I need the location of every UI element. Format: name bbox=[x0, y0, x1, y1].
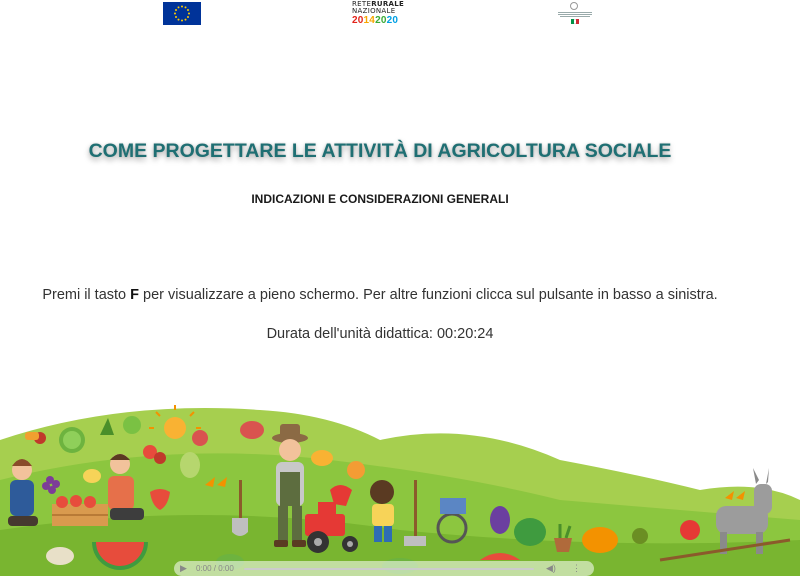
volume-icon[interactable]: ◀) bbox=[546, 563, 556, 573]
audio-player bbox=[174, 561, 594, 576]
page-subtitle: INDICAZIONI E CONSIDERAZIONI GENERALI bbox=[251, 192, 509, 206]
eu-flag-icon bbox=[163, 2, 201, 25]
italian-flag-icon bbox=[571, 19, 579, 24]
ministry-logo bbox=[557, 2, 593, 26]
rrn-line1: RETERURALE bbox=[352, 0, 405, 8]
fullscreen-key: F bbox=[130, 287, 140, 303]
audio-seek-bar[interactable] bbox=[244, 568, 534, 570]
farm-illustration bbox=[0, 380, 800, 576]
page-title: COME PROGETTARE LE ATTIVITÀ DI AGRICOLTURA SOCIALE bbox=[88, 140, 672, 162]
logos-header bbox=[0, 0, 800, 28]
audio-time: 0:00 / 0:00 bbox=[196, 564, 234, 573]
republic-emblem-icon bbox=[570, 2, 578, 10]
more-options-icon[interactable]: ⋮ bbox=[572, 563, 581, 573]
instructions-text: Premi il tasto F per visualizzare a pieno schermo. Per altre funzioni clicca sul pulsante in basso a sinistra. bbox=[42, 287, 718, 303]
duration-text: Durata dell'unità didattica: 00:20:24 bbox=[266, 326, 494, 342]
rrn-line2: NAZIONALE bbox=[352, 7, 396, 15]
rrn-years: 20142020 bbox=[352, 15, 399, 26]
rete-rurale-logo bbox=[352, 1, 408, 27]
play-icon[interactable]: ▶ bbox=[180, 563, 187, 573]
